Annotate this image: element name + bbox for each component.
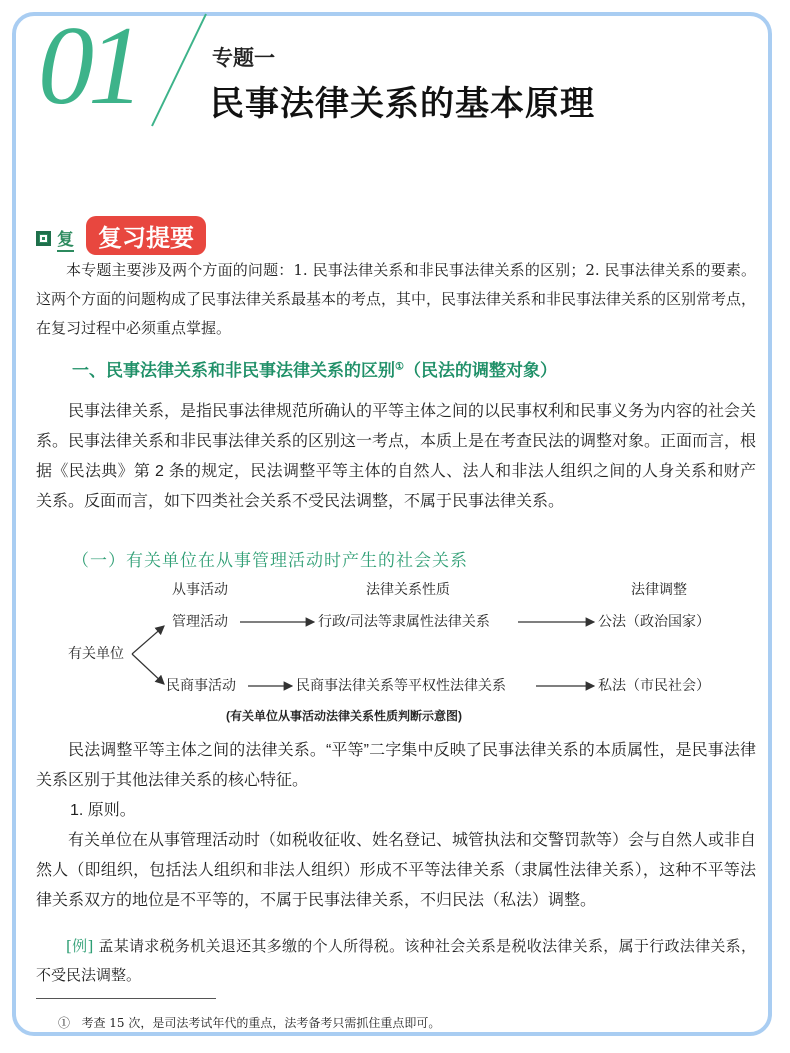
example-label: [例] [66,937,94,955]
footnote-ref: ① [395,361,404,373]
review-prefix: 复 [57,225,74,252]
diagram-caption: (有关单位从事活动法律关系性质判断示意图) [226,709,462,723]
chapter-title: 民事法律关系的基本原理 [210,85,595,123]
diagram-row1-activity: 管理活动 [172,613,228,629]
diagram-col-activity: 从事活动 [172,581,228,597]
example-text: 孟某请求税务机关退还其多缴的个人所得税。该种社会关系是税收法律关系，属于行政法律关系，不受民法调整。 [36,937,756,984]
diagram-row2-regulation: 私法（市民社会） [598,677,710,693]
diagram-branch-up [132,626,164,654]
section1-heading-text: 一、民事法律关系和非民事法律关系的区别 [72,361,395,380]
diagram-root: 有关单位 [68,645,124,661]
section1-heading [72,356,557,381]
diagram-col-nature: 法律关系性质 [366,581,450,597]
diagram-row2-activity: 民商事活动 [166,677,236,693]
section1-heading-tail: （民法的调整对象） [403,361,557,380]
activity-diagram [36,578,756,728]
footnote [58,1014,440,1031]
square-bullet-icon [36,231,51,246]
diagram-row1-regulation: 公法（政治国家） [598,613,710,629]
review-intro: 本专题主要涉及两个方面的问题：1. 民事法律关系和非民事法律关系的区别；2. 民事法律关系的要素。这两个方面的问题构成了民事法律关系最基本的考点，其中，民事法律关系和非民事法律关系的区别常考点，在复习过程中必须重点掌握。 [36,261,757,337]
chapter-slash-decoration [148,10,208,130]
footnote-text: 考查 15 次，是司法考试年代的重点，法考备考只需抓住重点即可。 [81,1016,441,1030]
diagram-branch-down [132,654,164,684]
footnote-mark: ① [58,1016,71,1030]
section1-paragraph: 民事法律关系，是指民事法律规范所确认的平等主体之间的以民事权利和民事义务为内容的社会关系。民事法律关系和非民事法律关系的区别这一考点，本质上是在考查民法的调整对象。正面而言，根据《民法典》第 2 条的规定，民法调整平等主体的自然人、法人和非法人组织之间的人身关系和财产关系。反面而言，如下四类社会关系不受民法调整，不属于民事法律关系。 [36,403,757,510]
subsection1-heading: （一）有关单位在从事管理活动时产生的社会关系 [72,551,468,571]
footnote-divider [36,998,216,999]
chapter-number: 01 [38,4,138,128]
principle-title: 1. 原则。 [70,802,136,819]
example-paragraph [36,932,756,990]
diagram-row1-nature: 行政/司法等隶属性法律关系 [318,613,490,629]
review-badge: 复习提要 [86,216,206,255]
diagram-col-regulation: 法律调整 [631,581,687,597]
principle-text: 有关单位在从事管理活动时（如税收征收、姓名登记、城管执法和交警罚款等）会与自然人或非自然人（即组织，包括法人组织和非法人组织）形成不平等法律关系（隶属性法律关系），这种不平等法律关系双方的地位是不平等的，不属于民事法律关系，不归民法（私法）调整。 [36,832,757,909]
after-diagram-paragraph: 民法调整平等主体之间的法律关系。“平等”二字集中反映了民事法律关系的本质属性，是民事法律关系区别于其他法律关系的核心特征。 [36,742,756,789]
review-heading [36,220,74,256]
chapter-subtitle: 专题一 [212,47,275,70]
diagram-row2-nature: 民商事法律关系等平权性法律关系 [296,677,506,693]
